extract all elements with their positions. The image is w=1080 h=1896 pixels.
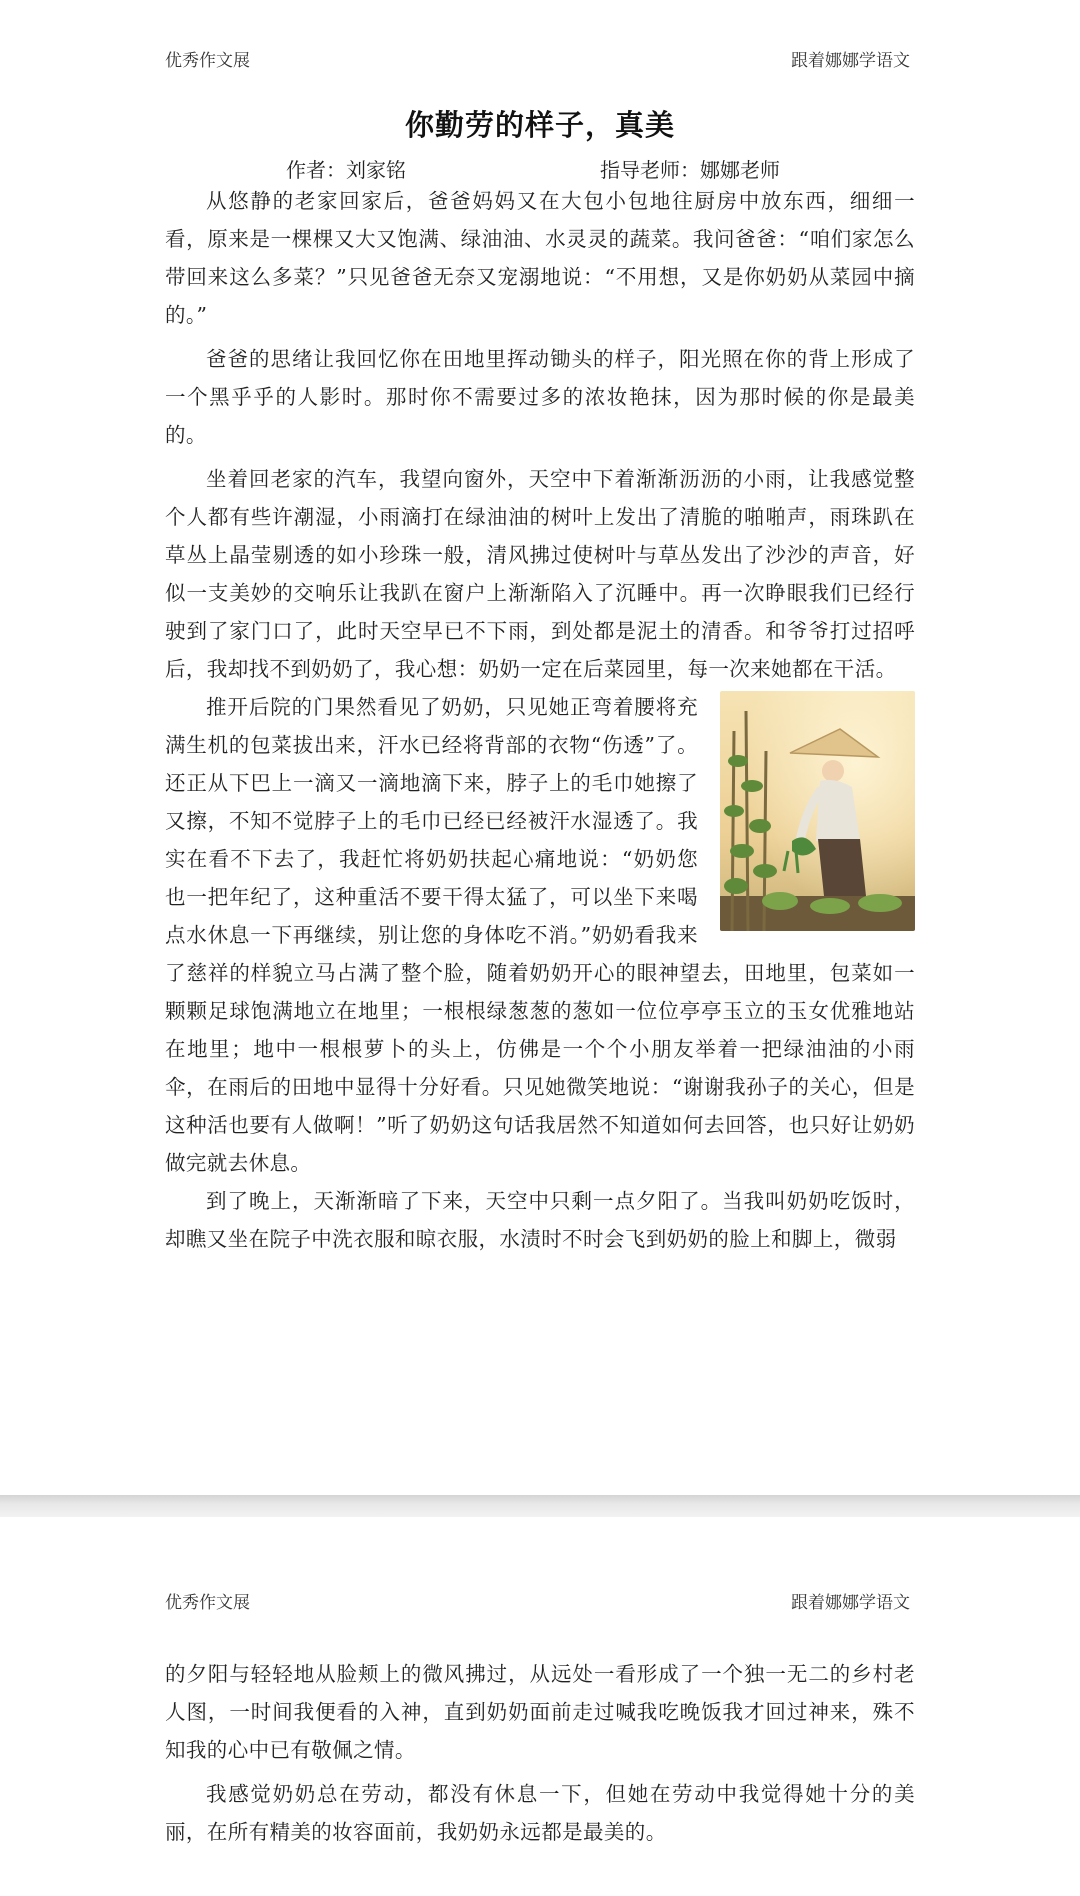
teacher-line: 指导老师：娜娜老师 xyxy=(600,158,780,182)
header-left: 优秀作文展 xyxy=(165,51,250,71)
paragraph: 坐着回老家的汽车，我望向窗外，天空中下着渐渐沥沥的小雨，让我感觉整个人都有些许潮湿，小雨滴打在绿油油的树叶上发出了清脆的啪啪声，雨珠趴在草丛上晶莹剔透的如小珍珠一般，清风拂过使树叶与草丛发出了沙沙的声音，好似一支美妙的交响乐让我趴在窗户上渐渐陷入了沉睡中。再一次睁眼我们已经行驶到了家门口了，此时天空早已不下雨，到处都是泥土的清香。和爷爷打过招呼后，我却找不到奶奶了，我心想：奶奶一定在后菜园里，每一次来她都在干活。 xyxy=(165,467,915,681)
paragraph: 爸爸的思绪让我回忆你在田地里挥动锄头的样子，阳光照在你的背上形成了一个黑乎乎的人影时。那时你不需要过多的浓妆艳抹，因为那时候的你是最美的。 xyxy=(165,347,915,447)
paragraph: 我感觉奶奶总在劳动，都没有休息一下，但她在劳动中我觉得她十分的美丽，在所有精美的妆容面前，我奶奶永远都是最美的。 xyxy=(165,1782,915,1844)
essay-body-page-2 xyxy=(165,1655,915,1851)
grandmother-gardening-illustration xyxy=(720,691,915,931)
paragraph: 从悠静的老家回家后，爸爸妈妈又在大包小包地往厨房中放东西，细细一看，原来是一棵棵又大又饱满、绿油油、水灵灵的蔬菜。我问爸爸：“咱们家怎么带回来这么多菜？”只见爸爸无奈又宠溺地说：“不用想，又是你奶奶从菜园中摘的。” xyxy=(165,189,915,327)
document-page-2 xyxy=(0,1517,1080,1896)
paragraph: 推开后院的门果然看见了奶奶，只见她正弯着腰将充满生机的包菜拔出来，汗水已经将背部的衣物“伤透”了。还正从下巴上一滴又一滴地滴下来，脖子上的毛巾她擦了又擦，不知不觉脖子上的毛巾已经已经被汗水湿透了。我实在看不下去了，我赶忙将奶奶扶起心痛地说：“奶奶您也一把年纪了，这种重活不要干得太猛了，可以坐下来喝点水休息一下再继续，别让您的身体吃不消。”奶奶看我来了慈祥的样貌立马占满了整个脸，随着奶奶开心的眼神望去，田地里，包菜如一颗颗足球饱满地立在地里；一根根绿葱葱的葱如一位位亭亭玉立的玉女优雅地站在地里；地中一根根萝卜的头上，仿佛是一个个小朋友举着一把绿油油的小雨伞，在雨后的田地中显得十分好看。只见她微笑地说：“谢谢我孙子的关心，但是这种活也要有人做啊！”听了奶奶这句话我居然不知道如何去回答，也只好让奶奶做完就去休息。 xyxy=(165,695,915,1175)
paragraph-continuation: 的夕阳与轻轻地从脸颊上的微风拂过，从远处一看形成了一个独一无二的乡村老人图，一时间我便看的入神，直到奶奶面前走过喊我吃晚饭我才回过神来，殊不知我的心中已有敬佩之情。 xyxy=(165,1662,915,1762)
header-right: 跟着娜娜学语文 xyxy=(791,1593,910,1613)
essay-title: 你勤劳的样子，真美 xyxy=(404,108,675,142)
header-left: 优秀作文展 xyxy=(165,1593,250,1613)
paragraph: 到了晚上，天渐渐暗了下来，天空中只剩一点夕阳了。当我叫奶奶吃饭时，却瞧又坐在院子中洗衣服和晾衣服，水渍时不时会飞到奶奶的脸上和脚上，微弱 xyxy=(165,1189,915,1251)
essay-body-page-1 xyxy=(165,182,915,1258)
page-separator xyxy=(0,1495,1080,1517)
author-line: 作者：刘家铭 xyxy=(286,158,406,182)
header-right: 跟着娜娜学语文 xyxy=(791,51,910,71)
